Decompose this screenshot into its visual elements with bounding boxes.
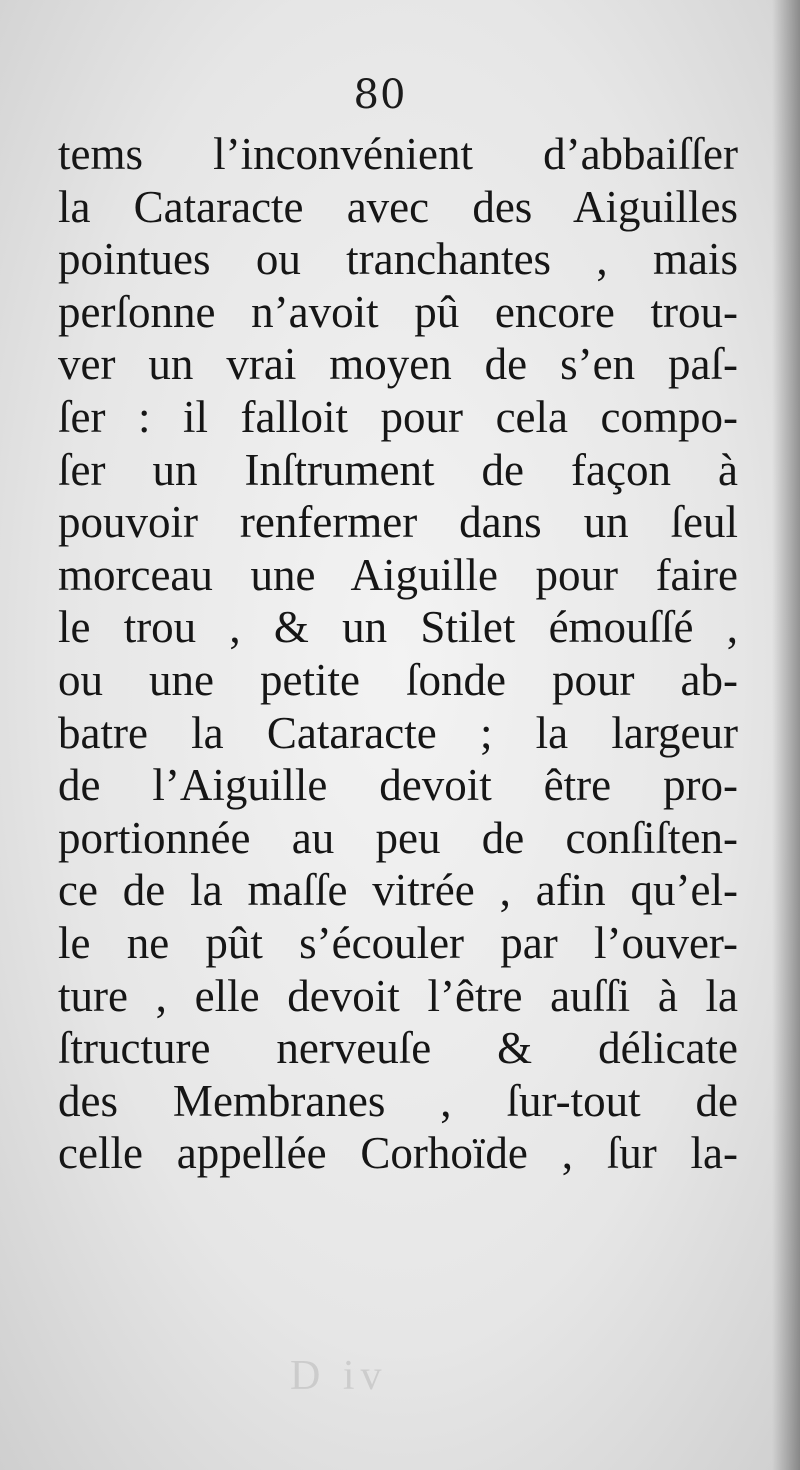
- text-line: ou une petite ſonde pour ab-: [58, 654, 738, 705]
- text-line: pouvoir renfermer dans un ſeul: [58, 497, 738, 548]
- text-line: morceau une Aiguille pour faire: [58, 549, 738, 600]
- signature-mark: D iv: [290, 1353, 388, 1399]
- body-text: [58, 128, 738, 1180]
- text-line: ver un vrai moyen de s’en paſ-: [58, 339, 738, 390]
- text-line: ture , elle devoit l’être auſſi à la: [58, 970, 738, 1021]
- text-line: le ne pût s’écouler par l’ouver-: [58, 917, 738, 968]
- text-line: des Membranes , ſur-tout de: [58, 1075, 738, 1126]
- text-line: perſonne n’avoit pû encore trou-: [58, 286, 738, 337]
- text-line: batre la Cataracte ; la largeur: [58, 707, 738, 758]
- text-line: ſtructure nerveuſe & délicate: [58, 1023, 738, 1074]
- text-line: pointues ou tranchantes , mais: [58, 234, 738, 285]
- text-line: celle appellée Corhoïde , ſur la-: [58, 1128, 738, 1179]
- text-line: ſer : il falloit pour cela compo-: [58, 391, 738, 442]
- text-line: ce de la maſſe vitrée , afin qu’el-: [58, 865, 738, 916]
- page-number: 80: [353, 72, 407, 118]
- text-line: tems l’inconvénient d’abbaiſſer: [58, 129, 738, 179]
- text-line: la Cataracte avec des Aiguilles: [58, 181, 738, 232]
- text-line: portionnée au peu de conſiſten-: [58, 812, 738, 863]
- text-line: de l’Aiguille devoit être pro-: [58, 760, 738, 811]
- text-line: le trou , & un Stilet émouſſé ,: [58, 602, 738, 653]
- text-line: ſer un Inſtrument de façon à: [58, 444, 738, 495]
